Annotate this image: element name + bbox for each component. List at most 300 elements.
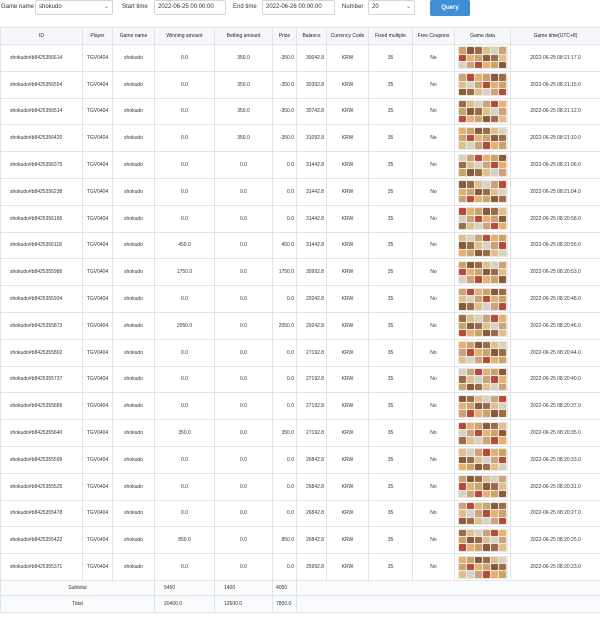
balance-cell: 25992.8 [297,554,327,581]
fixed-multiple-cell: 35 [369,98,413,125]
winning-amount-cell: 0.0 [155,446,215,473]
free-coupons-cell: No [413,259,455,286]
column-header-id: ID [1,28,83,45]
currency-code-cell: KRW [327,152,369,179]
end-time-value: 2022-06-26 00:00:00 [266,4,322,10]
balance-cell: 26842.8 [297,500,327,527]
betting-amount-cell: 0.0 [215,178,273,205]
prize-cell: -350.0 [273,45,297,72]
player-cell: TGV0404 [83,420,113,447]
game-time-cell: 2022-06-25 08:20:27.0 [511,500,600,527]
player-cell: TGV0404 [83,339,113,366]
free-coupons-cell: No [413,446,455,473]
player-cell: TGV0404 [83,446,113,473]
fixed-multiple-cell: 35 [369,71,413,98]
slot-symbols-thumbnail-icon[interactable] [458,502,508,525]
balance-cell: 26842.8 [297,446,327,473]
filter-bar [0,0,600,27]
balance-cell: 27192.8 [297,393,327,420]
slot-symbols-thumbnail-icon[interactable] [458,475,508,498]
slot-symbols-thumbnail-icon[interactable] [458,288,508,311]
game-name-select[interactable] [35,0,113,15]
game-name-value: shokudo [39,4,62,10]
balance-cell: 26842.8 [297,527,327,554]
column-header-free-coupons: Free Coupons [413,28,455,45]
currency-code-cell: KRW [327,232,369,259]
free-coupons-cell: No [413,232,455,259]
game-data-cell[interactable] [455,286,511,313]
currency-code-cell: KRW [327,205,369,232]
prize-cell: 0.0 [273,339,297,366]
winning-amount-cell: 0.0 [155,473,215,500]
game-data-cell[interactable] [455,312,511,339]
subtotal-empty [297,580,600,595]
table-row [1,45,600,72]
game-name-cell: shokudo [113,393,155,420]
game-time-cell: 2022-06-25 08:20:58.0 [511,205,600,232]
betting-amount-cell: 350.0 [215,45,273,72]
fixed-multiple-cell: 35 [369,232,413,259]
subtotal-label: Subtotal [1,580,155,595]
record-id-cell: shokudo#b8425355640 [1,420,83,447]
slot-symbols-thumbnail-icon[interactable] [458,73,508,96]
record-id-cell: shokudo#b8425355934 [1,286,83,313]
balance-cell: 27192.8 [297,339,327,366]
game-name-cell: shokudo [113,98,155,125]
column-header-winning-amount: Winning amount [155,28,215,45]
currency-code-cell: KRW [327,339,369,366]
player-cell: TGV0404 [83,232,113,259]
player-cell: TGV0404 [83,45,113,72]
game-data-cell[interactable] [455,178,511,205]
free-coupons-cell: No [413,500,455,527]
game-name-cell: shokudo [113,446,155,473]
fixed-multiple-cell: 35 [369,152,413,179]
player-cell: TGV0404 [83,312,113,339]
player-cell: TGV0404 [83,286,113,313]
slot-symbols-thumbnail-icon[interactable] [458,180,508,203]
game-time-cell: 2022-06-25 08:20:33.0 [511,446,600,473]
game-name-cell: shokudo [113,312,155,339]
game-data-cell[interactable] [455,339,511,366]
player-cell: TGV0404 [83,393,113,420]
prize-cell: 0.0 [273,152,297,179]
betting-amount-cell: 0.0 [215,232,273,259]
game-data-cell[interactable] [455,45,511,72]
slot-symbols-thumbnail-icon[interactable] [458,46,508,69]
column-header-fixed-multiple: Fixed multiple [369,28,413,45]
prize-cell: 0.0 [273,286,297,313]
betting-amount-cell: 0.0 [215,259,273,286]
currency-code-cell: KRW [327,420,369,447]
start-time-input[interactable] [154,0,226,15]
record-id-cell: shokudo#b8425355371 [1,554,83,581]
column-header-game-name: Game name [113,28,155,45]
end-time-input[interactable] [262,0,335,15]
winning-amount-cell: 0.0 [155,339,215,366]
betting-amount-cell: 350.0 [215,71,273,98]
player-cell: TGV0404 [83,500,113,527]
winning-amount-cell: 0.0 [155,178,215,205]
column-header-currency-code: Currency Code [327,28,369,45]
game-name-cell: shokudo [113,232,155,259]
column-header-betting-amount: Betting amount [215,28,273,45]
total-prize: 7800.0 [273,595,297,612]
free-coupons-cell: No [413,178,455,205]
game-name-cell: shokudo [113,366,155,393]
table-row [1,420,600,447]
game-time-cell: 2022-06-25 08:20:35.0 [511,420,600,447]
record-id-cell: shokudo#b8425356614 [1,45,83,72]
fixed-multiple-cell: 35 [369,286,413,313]
prize-cell: 0.0 [273,178,297,205]
free-coupons-cell: No [413,527,455,554]
table-row [1,205,600,232]
game-name-cell: shokudo [113,178,155,205]
start-time-label: Start time [122,4,148,10]
free-coupons-cell: No [413,98,455,125]
player-cell: TGV0404 [83,125,113,152]
total-betting: 12600.0 [215,595,273,612]
prize-cell: 0.0 [273,500,297,527]
game-time-cell: 2022-06-25 08:20:55.0 [511,232,600,259]
slot-symbols-thumbnail-icon[interactable] [458,556,508,579]
prize-cell: 1750.0 [273,259,297,286]
fixed-multiple-cell: 35 [369,446,413,473]
record-id-cell: shokudo#b8425355422 [1,527,83,554]
game-time-cell: 2022-06-25 08:21:04.0 [511,178,600,205]
slot-symbols-thumbnail-icon[interactable] [458,234,508,257]
balance-cell: 31092.8 [297,125,327,152]
free-coupons-cell: No [413,312,455,339]
betting-amount-cell: 0.0 [215,527,273,554]
column-header-player: Player [83,28,113,45]
betting-amount-cell: 0.0 [215,500,273,527]
player-cell: TGV0404 [83,98,113,125]
game-name-cell: shokudo [113,286,155,313]
table-header-row [1,28,600,45]
currency-code-cell: KRW [327,125,369,152]
currency-code-cell: KRW [327,312,369,339]
game-data-cell[interactable] [455,554,511,581]
balance-cell: 31442.8 [297,178,327,205]
chevron-down-icon: ⌄ [405,4,411,10]
balance-cell: 30042.8 [297,45,327,72]
winning-amount-cell: 2050.0 [155,312,215,339]
game-name-cell: shokudo [113,71,155,98]
currency-code-cell: KRW [327,71,369,98]
game-records-table [0,27,600,613]
game-name-cell: shokudo [113,45,155,72]
game-time-cell: 2022-06-25 08:20:53.0 [511,259,600,286]
table-row [1,446,600,473]
table-row [1,125,600,152]
betting-amount-cell: 350.0 [215,98,273,125]
table-row [1,178,600,205]
currency-code-cell: KRW [327,500,369,527]
slot-symbols-thumbnail-icon[interactable] [458,207,508,230]
game-time-cell: 2022-06-25 08:20:40.0 [511,366,600,393]
player-cell: TGV0404 [83,71,113,98]
start-time-value: 2022-06-25 00:00:00 [158,4,214,10]
record-id-cell: shokudo#b8425355986 [1,259,83,286]
winning-amount-cell: 0.0 [155,45,215,72]
betting-amount-cell: 0.0 [215,205,273,232]
game-data-cell[interactable] [455,125,511,152]
free-coupons-cell: No [413,286,455,313]
balance-cell: 26842.8 [297,473,327,500]
currency-code-cell: KRW [327,366,369,393]
currency-code-cell: KRW [327,473,369,500]
game-name-cell: shokudo [113,554,155,581]
slot-symbols-thumbnail-icon[interactable] [458,395,508,418]
game-name-cell: shokudo [113,527,155,554]
table-row [1,500,600,527]
record-id-cell: shokudo#b8425355689 [1,393,83,420]
fixed-multiple-cell: 35 [369,339,413,366]
free-coupons-cell: No [413,420,455,447]
table-row [1,232,600,259]
winning-amount-cell: 0.0 [155,152,215,179]
currency-code-cell: KRW [327,98,369,125]
free-coupons-cell: No [413,71,455,98]
game-data-cell[interactable] [455,473,511,500]
betting-amount-cell: 350.0 [215,125,273,152]
table-row [1,473,600,500]
betting-amount-cell: 0.0 [215,473,273,500]
game-data-cell[interactable] [455,366,511,393]
betting-amount-cell: 0.0 [215,393,273,420]
balance-cell: 27192.8 [297,420,327,447]
number-label: Number [342,4,364,10]
record-id-cell: shokudo#b8425355737 [1,366,83,393]
game-time-cell: 2022-06-25 08:20:46.0 [511,312,600,339]
slot-symbols-thumbnail-icon[interactable] [458,368,508,391]
fixed-multiple-cell: 35 [369,366,413,393]
winning-amount-cell: 1750.0 [155,259,215,286]
game-name-cell: shokudo [113,259,155,286]
number-select[interactable] [368,0,415,15]
table-row [1,393,600,420]
record-id-cell: shokudo#b8425355599 [1,446,83,473]
winning-amount-cell: 0.0 [155,205,215,232]
game-data-cell[interactable] [455,98,511,125]
prize-cell: 0.0 [273,554,297,581]
balance-cell: 30392.8 [297,71,327,98]
slot-symbols-thumbnail-icon[interactable] [458,314,508,337]
game-name-cell: shokudo [113,500,155,527]
free-coupons-cell: No [413,125,455,152]
fixed-multiple-cell: 35 [369,393,413,420]
record-id-cell: shokudo#b8425356375 [1,152,83,179]
prize-cell: -350.0 [273,98,297,125]
winning-amount-cell: 0.0 [155,125,215,152]
winning-amount-cell: 350.0 [155,420,215,447]
record-id-cell: shokudo#b8425356118 [1,232,83,259]
free-coupons-cell: No [413,205,455,232]
query-button[interactable]: Query [430,0,470,16]
winning-amount-cell: 0.0 [155,286,215,313]
balance-cell: 31442.8 [297,152,327,179]
game-data-cell[interactable] [455,420,511,447]
game-time-cell: 2022-06-25 08:21:10.0 [511,125,600,152]
player-cell: TGV0404 [83,152,113,179]
player-cell: TGV0404 [83,527,113,554]
prize-cell: 850.0 [273,527,297,554]
record-id-cell: shokudo#b8425355478 [1,500,83,527]
prize-cell: 450.0 [273,232,297,259]
column-header-game-data: Game data [455,28,511,45]
game-name-cell: shokudo [113,125,155,152]
game-data-cell[interactable] [455,446,511,473]
column-header-game-time: Game time(UTC+8) [511,28,600,45]
subtotal-betting: 1400 [215,580,273,595]
table-row [1,152,600,179]
record-id-cell: shokudo#b8425355873 [1,312,83,339]
betting-amount-cell: 0.0 [215,152,273,179]
free-coupons-cell: No [413,366,455,393]
game-time-cell: 2022-06-25 08:21:15.0 [511,71,600,98]
balance-cell: 31442.8 [297,205,327,232]
free-coupons-cell: No [413,339,455,366]
currency-code-cell: KRW [327,178,369,205]
game-time-cell: 2022-06-25 08:21:06.0 [511,152,600,179]
record-id-cell: shokudo#b8425356514 [1,98,83,125]
player-cell: TGV0404 [83,259,113,286]
player-cell: TGV0404 [83,554,113,581]
fixed-multiple-cell: 35 [369,45,413,72]
record-id-cell: shokudo#b8425356238 [1,178,83,205]
prize-cell: 0.0 [273,366,297,393]
game-time-cell: 2022-06-25 08:20:37.0 [511,393,600,420]
betting-amount-cell: 0.0 [215,366,273,393]
record-id-cell: shokudo#b8425355525 [1,473,83,500]
slot-symbols-thumbnail-icon[interactable] [458,448,508,471]
free-coupons-cell: No [413,473,455,500]
game-name-cell: shokudo [113,152,155,179]
game-data-cell[interactable] [455,393,511,420]
slot-symbols-thumbnail-icon[interactable] [458,261,508,284]
game-data-cell[interactable] [455,205,511,232]
chevron-down-icon: ⌄ [103,4,109,10]
balance-cell: 29242.8 [297,286,327,313]
game-name-label: Game name [1,4,35,10]
currency-code-cell: KRW [327,527,369,554]
column-header-prize: Prize [273,28,297,45]
subtotal-prize: 4050 [273,580,297,595]
number-value: 20 [372,4,379,10]
free-coupons-cell: No [413,152,455,179]
game-time-cell: 2022-06-25 08:20:44.0 [511,339,600,366]
fixed-multiple-cell: 35 [369,420,413,447]
betting-amount-cell: 0.0 [215,446,273,473]
fixed-multiple-cell: 35 [369,259,413,286]
game-data-cell[interactable] [455,259,511,286]
fixed-multiple-cell: 35 [369,312,413,339]
balance-cell: 27192.8 [297,366,327,393]
balance-cell: 30992.8 [297,259,327,286]
betting-amount-cell: 0.0 [215,420,273,447]
game-time-cell: 2022-06-25 08:20:48.0 [511,286,600,313]
table-row [1,527,600,554]
table-row [1,98,600,125]
table-row [1,312,600,339]
prize-cell: -350.0 [273,71,297,98]
free-coupons-cell: No [413,393,455,420]
slot-symbols-thumbnail-icon[interactable] [458,529,508,552]
table-row [1,554,600,581]
winning-amount-cell: 0.0 [155,98,215,125]
slot-symbols-thumbnail-icon[interactable] [458,100,508,123]
currency-code-cell: KRW [327,286,369,313]
balance-cell: 31442.8 [297,232,327,259]
record-id-cell: shokudo#b8425356554 [1,71,83,98]
prize-cell: 0.0 [273,446,297,473]
currency-code-cell: KRW [327,45,369,72]
fixed-multiple-cell: 35 [369,178,413,205]
free-coupons-cell: No [413,554,455,581]
table-row [1,71,600,98]
player-cell: TGV0404 [83,178,113,205]
subtotal-winning: 5450 [155,580,215,595]
currency-code-cell: KRW [327,259,369,286]
slot-symbols-thumbnail-icon[interactable] [458,154,508,177]
balance-cell: 29242.8 [297,312,327,339]
record-id-cell: shokudo#b8425355802 [1,339,83,366]
prize-cell: 0.0 [273,473,297,500]
game-data-cell[interactable] [455,500,511,527]
fixed-multiple-cell: 35 [369,500,413,527]
game-data-cell[interactable] [455,152,511,179]
game-time-cell: 2022-06-25 08:20:31.0 [511,473,600,500]
fixed-multiple-cell: 35 [369,473,413,500]
prize-cell: 0.0 [273,205,297,232]
game-time-cell: 2022-06-25 08:21:17.0 [511,45,600,72]
slot-symbols-thumbnail-icon[interactable] [458,127,508,150]
fixed-multiple-cell: 35 [369,554,413,581]
end-time-label: End time [233,4,257,10]
table-row [1,366,600,393]
prize-cell: 2050.0 [273,312,297,339]
free-coupons-cell: No [413,45,455,72]
fixed-multiple-cell: 35 [369,125,413,152]
betting-amount-cell: 0.0 [215,286,273,313]
total-winning: 20400.0 [155,595,215,612]
table-row [1,339,600,366]
game-time-cell: 2022-06-25 08:21:12.0 [511,98,600,125]
total-row [1,595,600,612]
winning-amount-cell: 0.0 [155,393,215,420]
subtotal-row [1,580,600,595]
slot-symbols-thumbnail-icon[interactable] [458,422,508,445]
game-data-cell[interactable] [455,71,511,98]
player-cell: TGV0404 [83,473,113,500]
table-row [1,286,600,313]
game-name-cell: shokudo [113,339,155,366]
betting-amount-cell: 0.0 [215,339,273,366]
total-empty [297,595,600,612]
game-time-cell: 2022-06-25 08:20:25.0 [511,527,600,554]
slot-symbols-thumbnail-icon[interactable] [458,341,508,364]
currency-code-cell: KRW [327,393,369,420]
record-id-cell: shokudo#b8425356420 [1,125,83,152]
game-data-cell[interactable] [455,527,511,554]
game-data-cell[interactable] [455,232,511,259]
game-name-cell: shokudo [113,205,155,232]
betting-amount-cell: 0.0 [215,312,273,339]
fixed-multiple-cell: 35 [369,205,413,232]
total-label: Total [1,595,155,612]
